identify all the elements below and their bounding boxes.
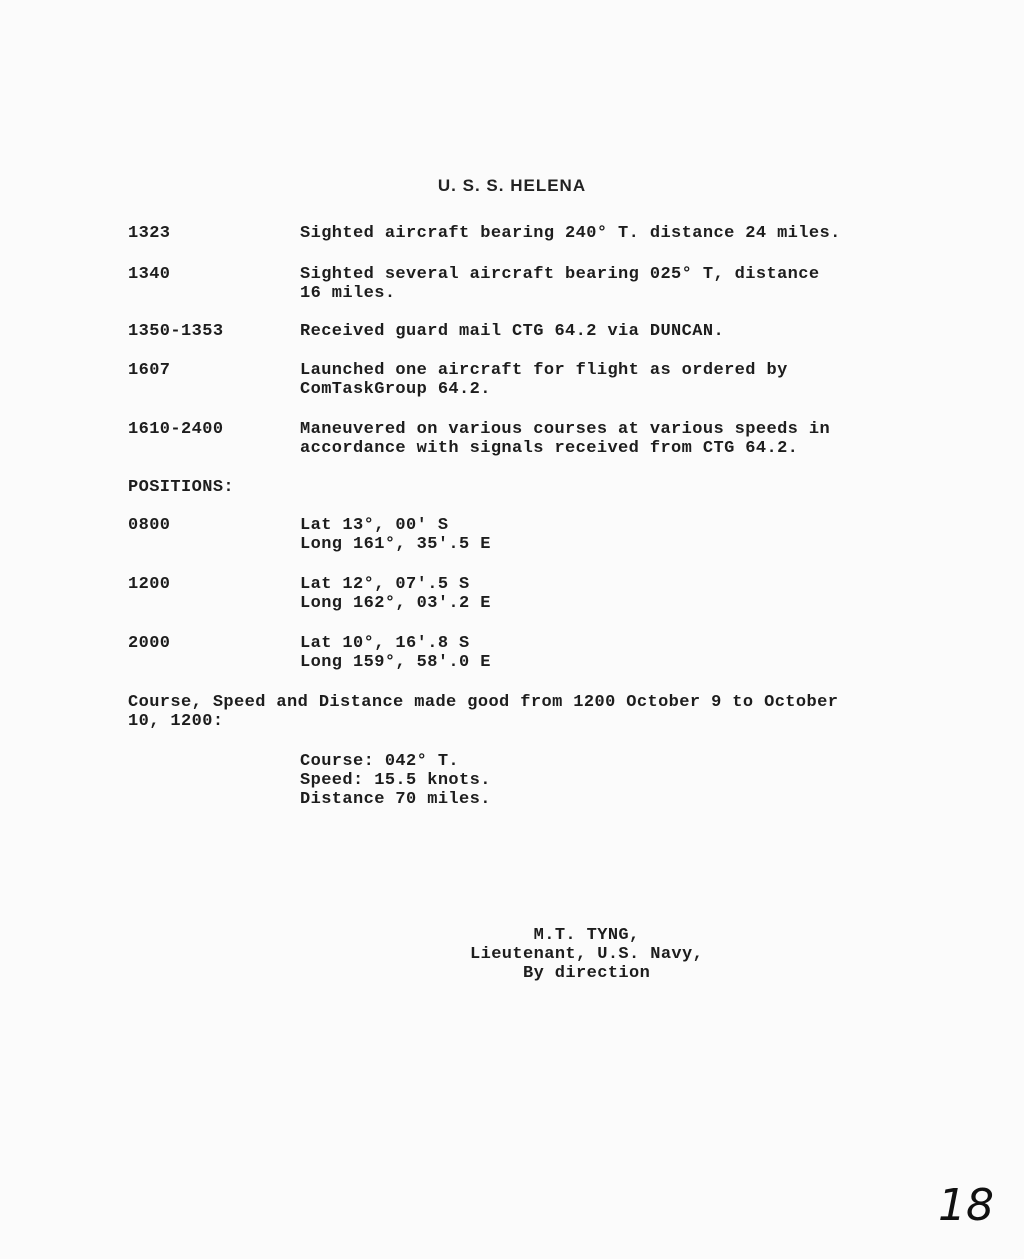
entry-line: 16 miles. — [300, 284, 396, 303]
distance-value: Distance 70 miles. — [300, 790, 491, 809]
entry-time: 1607 — [128, 361, 171, 380]
latitude: Lat 10°, 16'.8 S — [300, 634, 470, 653]
entry-line: accordance with signals received from CTG 64.2. — [300, 439, 799, 458]
speed-value: Speed: 15.5 knots. — [300, 771, 491, 790]
entry-description — [300, 361, 940, 399]
entry-line: Sighted aircraft bearing 240° T. distance 24 miles. — [300, 224, 841, 243]
entry-description — [300, 224, 940, 243]
longitude: Long 161°, 35'.5 E — [300, 535, 491, 554]
signer-name: M.T. TYNG, — [533, 926, 640, 945]
position-time: 1200 — [128, 575, 171, 594]
ship-title: U. S. S. HELENA — [437, 176, 587, 195]
made-good-values — [300, 752, 491, 809]
entry-line: Received guard mail CTG 64.2 via DUNCAN. — [300, 322, 725, 341]
made-good-line: Course, Speed and Distance made good from 1200 October 9 to October — [128, 693, 839, 712]
entry-time: 1340 — [128, 265, 171, 284]
course-value: Course: 042° T. — [300, 752, 460, 771]
position-coords — [300, 634, 940, 672]
signature-block — [470, 926, 703, 983]
position-time: 2000 — [128, 634, 171, 653]
entry-line: ComTaskGroup 64.2. — [300, 380, 491, 399]
longitude: Long 159°, 58'.0 E — [300, 653, 491, 672]
entry-line: Maneuvered on various courses at various speeds in — [300, 420, 831, 439]
made-good-line: 10, 1200: — [128, 712, 224, 731]
entry-time: 1323 — [128, 224, 171, 243]
entry-description — [300, 420, 940, 458]
entry-time: 1350-1353 — [128, 322, 224, 341]
signer-rank: Lieutenant, U.S. Navy, — [470, 945, 704, 964]
entry-line: Launched one aircraft for flight as ordered by — [300, 361, 788, 380]
entry-line: Sighted several aircraft bearing 025° T, distance — [300, 265, 820, 284]
position-coords — [300, 516, 940, 554]
signer-note: By direction — [523, 964, 651, 983]
page-number: 18 — [938, 1180, 994, 1231]
position-time: 0800 — [128, 516, 171, 535]
latitude: Lat 13°, 00' S — [300, 516, 449, 535]
entry-time: 1610-2400 — [128, 420, 224, 439]
entry-description — [300, 265, 940, 303]
position-coords — [300, 575, 940, 613]
positions-heading: POSITIONS: — [128, 478, 235, 497]
entry-description — [300, 322, 940, 341]
latitude: Lat 12°, 07'.5 S — [300, 575, 470, 594]
made-good-intro — [128, 693, 838, 731]
longitude: Long 162°, 03'.2 E — [300, 594, 491, 613]
